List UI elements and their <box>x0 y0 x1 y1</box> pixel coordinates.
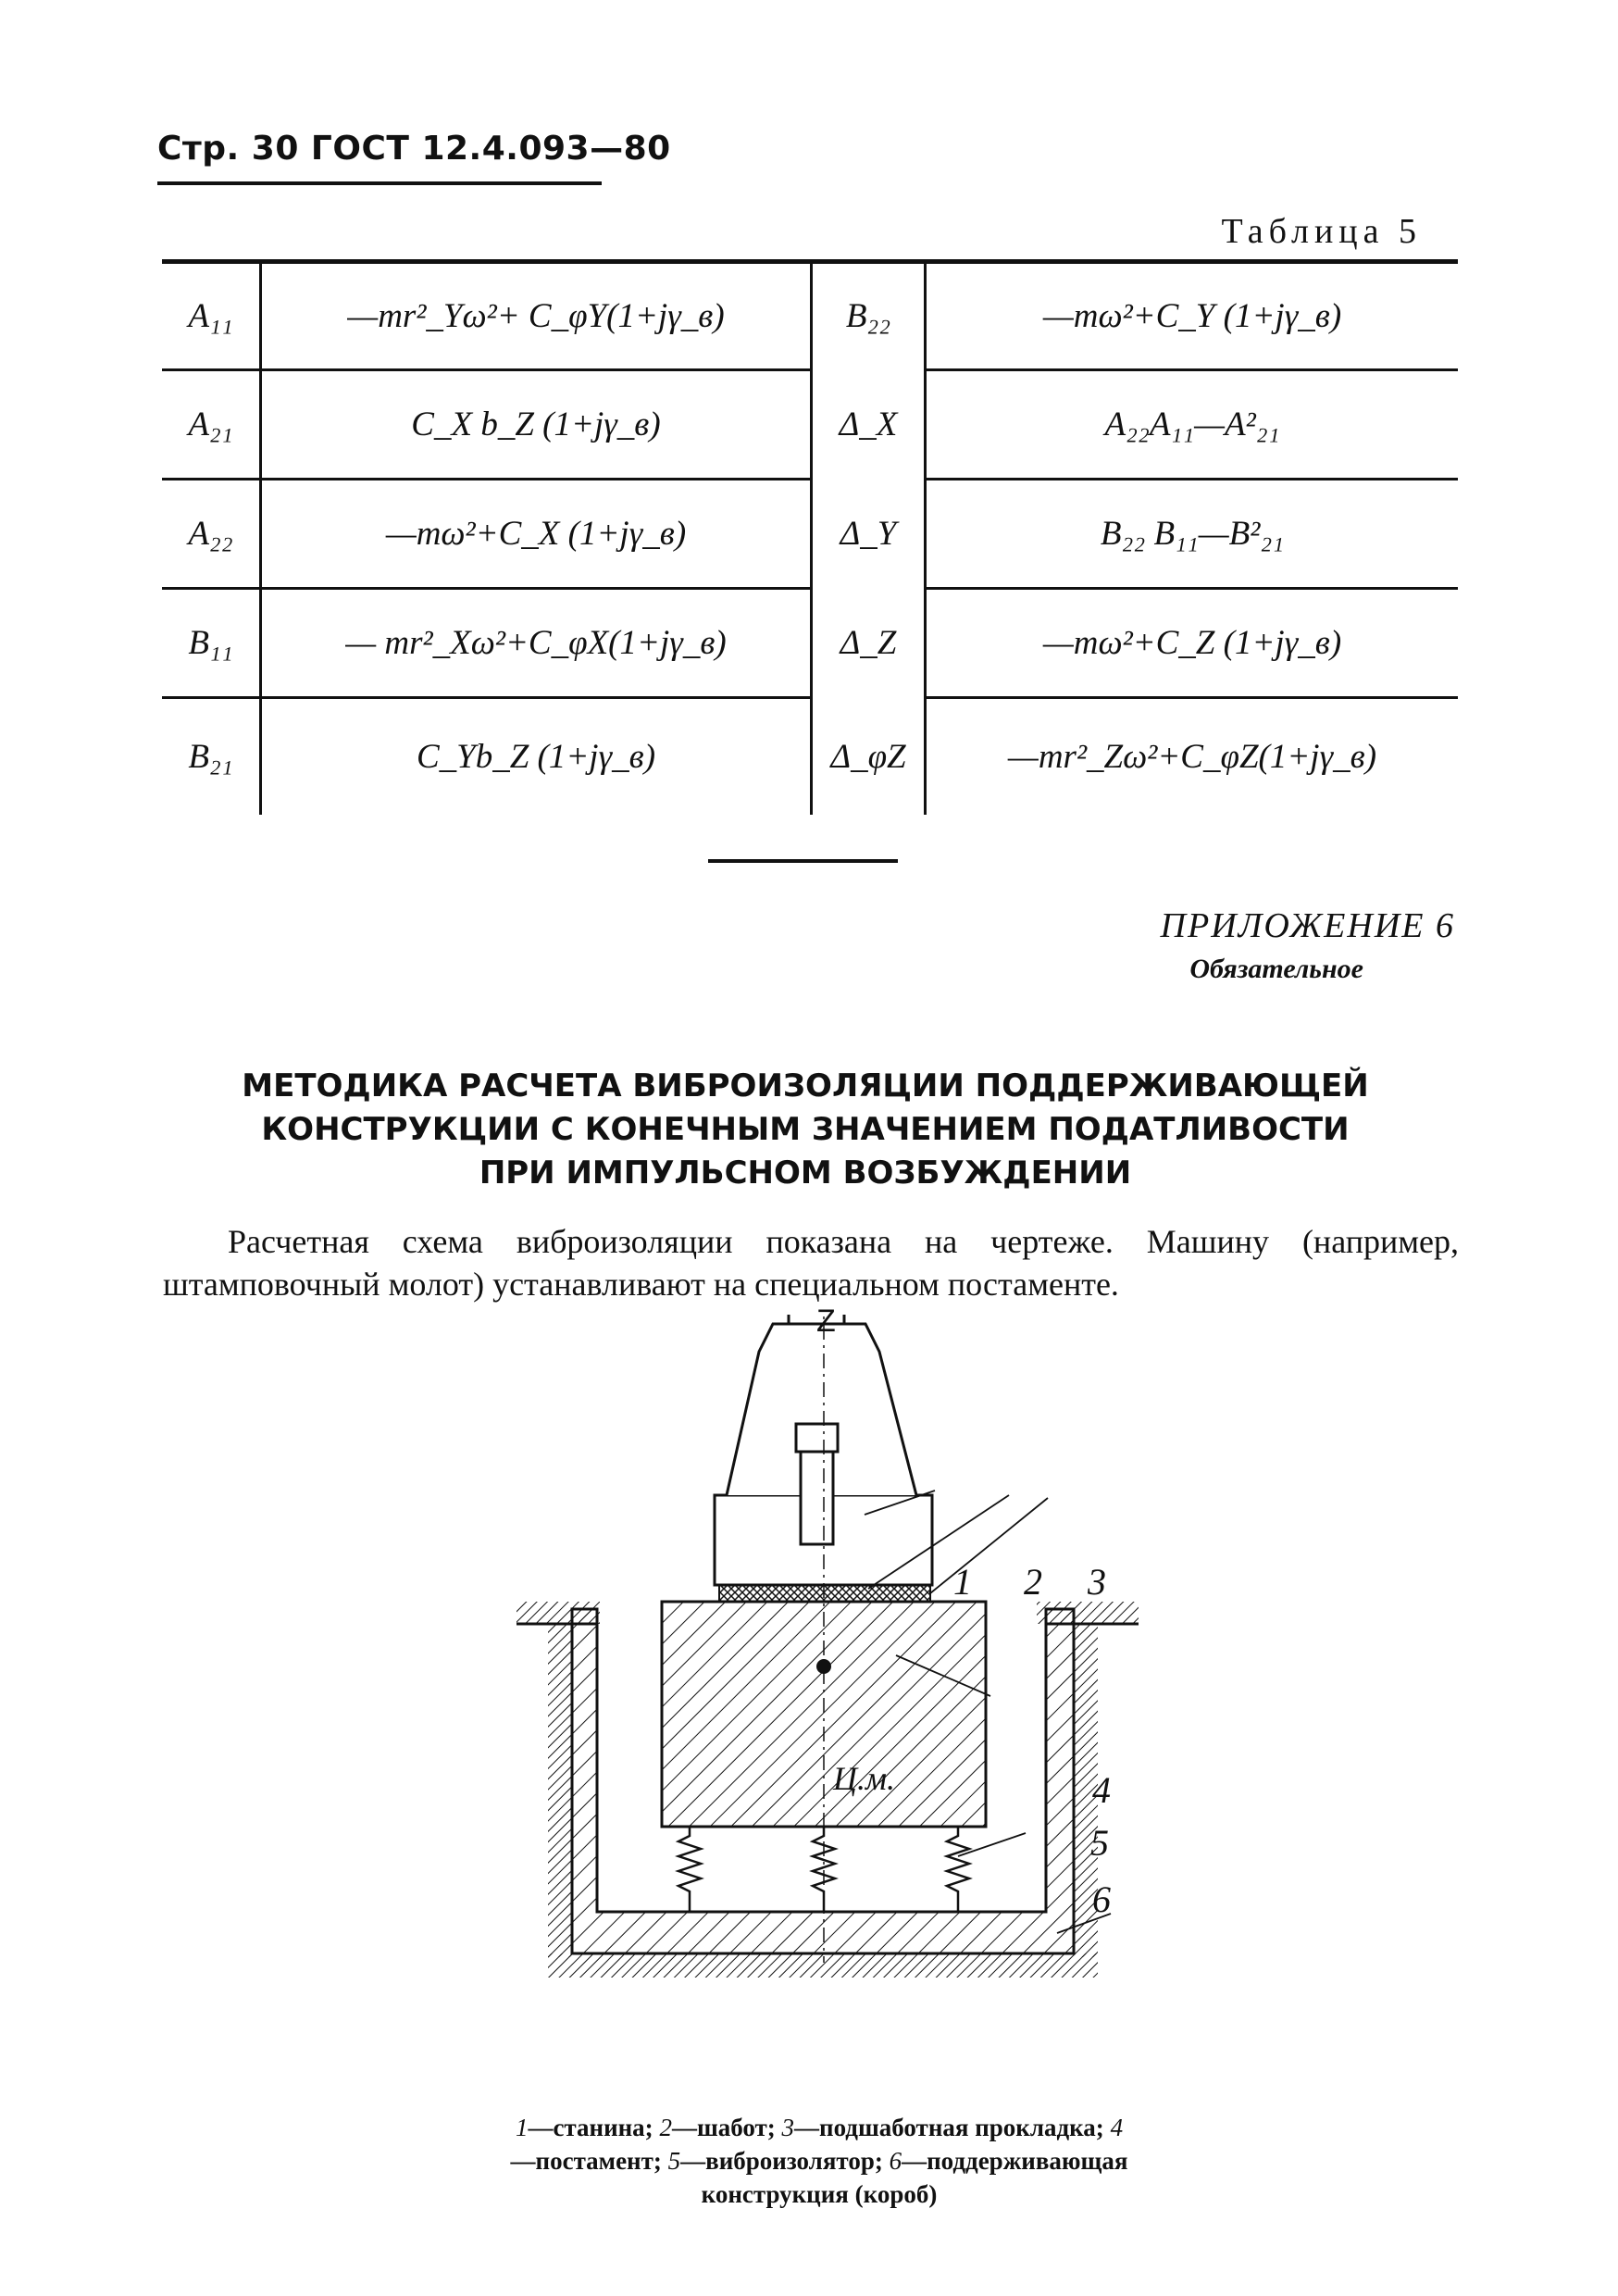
table-cell-formula: C_Yb_Z (1+jγ_в) <box>416 737 656 776</box>
table-cell-label: B₂₁ <box>188 737 233 776</box>
anvil-pad <box>719 1585 930 1602</box>
ram-head <box>796 1424 838 1452</box>
caption-num: 1 <box>515 2114 529 2141</box>
caption-num: 3 <box>781 2114 795 2141</box>
body-paragraph <box>163 1220 1459 1305</box>
caption-text: —подшаботная прокладка; <box>794 2114 1111 2141</box>
callout-1: 1 <box>953 1561 972 1603</box>
table-cell-formula: —mr²_Zω²+C_φZ(1+jγ_в) <box>1007 737 1377 776</box>
caption-num: 6 <box>889 2147 902 2175</box>
table-cell-label: Δ_X <box>839 405 898 443</box>
paragraph-text: Расчетная схема виброизоляции показана на чертеже. Машину (например, штамповочный молот) устанавливают на специальном постаменте. <box>163 1223 1459 1303</box>
caption-text: —постамент; <box>510 2147 668 2175</box>
caption-text: —поддерживающая конструкция (короб) <box>701 2147 1128 2208</box>
ram-rod <box>801 1452 833 1544</box>
page-header: Стр. 30 ГОСТ 12.4.093—80 <box>157 130 671 168</box>
section-divider <box>708 859 898 863</box>
callout-3: 3 <box>1088 1561 1106 1603</box>
title-line: МЕТОДИКА РАСЧЕТА ВИБРОИЗОЛЯЦИИ ПОДДЕРЖИВАЮЩЕЙ <box>242 1067 1369 1104</box>
callout-2: 2 <box>1024 1561 1042 1603</box>
caption-num: 4 <box>1110 2114 1124 2141</box>
table-cell-formula: B₂₂ B₁₁—B²₂₁ <box>1100 514 1285 553</box>
appendix-status: Обязательное <box>1189 954 1363 984</box>
table-cell-label: Δ_Y <box>840 514 897 553</box>
table-cell-formula: C_X b_Z (1+jγ_в) <box>411 405 661 443</box>
figure-caption <box>504 2111 1134 2211</box>
center-of-mass-icon <box>816 1659 831 1674</box>
table-cell-formula: A₂₂A₁₁—A²₂₁ <box>1104 405 1280 443</box>
caption-num: 2 <box>659 2114 672 2141</box>
center-of-mass-label: Ц.м. <box>833 1760 895 1797</box>
table-cell-label: A₂₁ <box>188 405 233 443</box>
z-axis-label: Z <box>816 1304 836 1339</box>
section-title <box>157 1065 1453 1195</box>
table-cell-label: B₁₁ <box>188 623 233 662</box>
table-cell-formula: —mω²+C_Z (1+jγ_в) <box>1042 623 1342 662</box>
callout-6: 6 <box>1092 1878 1111 1920</box>
table-cell-label: Δ_φZ <box>830 737 906 776</box>
caption-text: —шабот; <box>671 2114 782 2141</box>
caption-text: —станина; <box>528 2114 660 2141</box>
callout-4: 4 <box>1092 1769 1111 1811</box>
vibration-isolation-diagram <box>509 1315 1157 2102</box>
caption-text: —виброизолятор; <box>680 2147 890 2175</box>
table-cell-label: A₂₂ <box>188 514 233 553</box>
table-caption: Таблица 5 <box>1221 212 1422 251</box>
table-cell-formula: —mr²_Yω²+ C_φY(1+jγ_в) <box>347 297 725 335</box>
caption-num: 5 <box>667 2147 681 2175</box>
appendix-label: ПРИЛОЖЕНИЕ 6 <box>1160 906 1455 945</box>
table-cell-label: Δ_Z <box>840 623 897 662</box>
formula-table <box>162 259 1458 815</box>
table-cell-label: A₁₁ <box>188 297 233 335</box>
table-cell-formula: —mω²+C_X (1+jγ_в) <box>385 514 687 553</box>
table-cell-formula: —mω²+C_Y (1+jγ_в) <box>1042 297 1342 335</box>
header-rule <box>157 181 602 185</box>
callout-5: 5 <box>1090 1822 1109 1864</box>
title-line: КОНСТРУКЦИИ С КОНЕЧНЫМ ЗНАЧЕНИЕМ ПОДАТЛИВОСТИ <box>261 1111 1350 1148</box>
table-cell-formula: — mr²_Xω²+C_φX(1+jγ_в) <box>345 623 727 662</box>
table-cell-label: B₂₂ <box>845 297 891 335</box>
title-line: ПРИ ИМПУЛЬСНОМ ВОЗБУЖДЕНИИ <box>479 1154 1132 1192</box>
